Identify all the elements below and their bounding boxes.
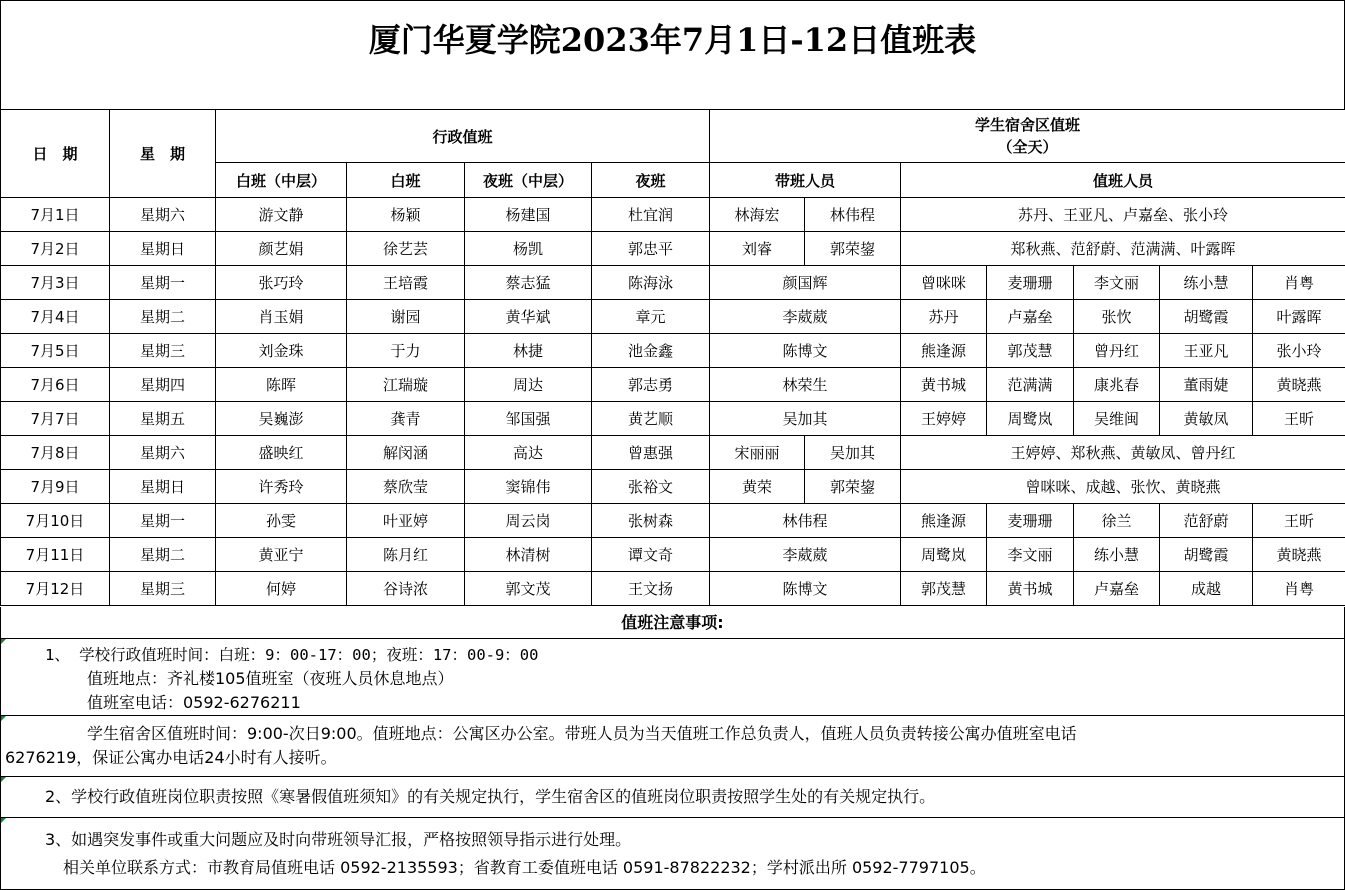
cell-night-shift: 池金鑫 xyxy=(592,334,710,368)
table-row xyxy=(1,368,1345,402)
cell-weekday: 星期三 xyxy=(110,334,216,368)
cell-staff: 黄晓燕 xyxy=(1253,368,1345,402)
cell-staff: 徐兰 xyxy=(1074,504,1160,538)
cell-night-shift: 张裕文 xyxy=(592,470,710,504)
cell-night-shift-mid: 林捷 xyxy=(465,334,592,368)
cell-weekday: 星期日 xyxy=(110,232,216,266)
cell-weekday: 星期四 xyxy=(110,368,216,402)
cell-night-shift: 张树森 xyxy=(592,504,710,538)
cell-day-shift: 杨颖 xyxy=(347,198,465,232)
cell-day-shift-mid: 游文静 xyxy=(216,198,347,232)
header-dorm-duty-line1: 学生宿舍区值班 xyxy=(975,116,1081,134)
cell-night-shift: 郭志勇 xyxy=(592,368,710,402)
cell-day-shift-mid: 黄亚宁 xyxy=(216,538,347,572)
header-admin-duty: 行政值班 xyxy=(216,110,710,163)
cell-day-shift: 王培霞 xyxy=(347,266,465,300)
cell-night-shift-mid: 窦锦伟 xyxy=(465,470,592,504)
cell-staff: 康兆春 xyxy=(1074,368,1160,402)
cell-leader: 郭荣鋆 xyxy=(805,470,901,504)
cell-day-shift-mid: 许秀玲 xyxy=(216,470,347,504)
cell-leader: 黄荣 xyxy=(710,470,805,504)
cell-date: 7月12日 xyxy=(1,572,110,606)
cell-weekday: 星期五 xyxy=(110,402,216,436)
cell-staff: 范满满 xyxy=(987,368,1074,402)
cell-date: 7月9日 xyxy=(1,470,110,504)
table-row xyxy=(1,572,1345,606)
cell-day-shift-mid: 颜艺娟 xyxy=(216,232,347,266)
cell-leader: 林伟程 xyxy=(805,198,901,232)
cell-day-shift: 陈月红 xyxy=(347,538,465,572)
note-1-line-2: 值班地点：齐礼楼105值班室（夜班人员休息地点） xyxy=(87,669,454,688)
note-1-line-1: 1、 学校行政值班时间：白班：9：00-17：00；夜班：17：00-9：00 xyxy=(45,646,539,664)
cell-staff: 麦珊珊 xyxy=(987,266,1074,300)
cell-staff: 曾咪咪 xyxy=(901,266,987,300)
cell-night-shift-mid: 杨建国 xyxy=(465,198,592,232)
cell-day-shift: 蔡欣莹 xyxy=(347,470,465,504)
cell-staff: 李文丽 xyxy=(987,538,1074,572)
note-4-line-1: 3、如遇突发事件或重大问题应及时向带班领导汇报，严格按照领导指示进行处理。 xyxy=(45,830,632,849)
header-day-shift: 白班 xyxy=(347,163,465,198)
cell-night-shift-mid: 黄华斌 xyxy=(465,300,592,334)
cell-weekday: 星期一 xyxy=(110,504,216,538)
cell-weekday: 星期日 xyxy=(110,470,216,504)
cell-date: 7月3日 xyxy=(1,266,110,300)
header-dorm-duty xyxy=(710,110,1345,163)
cell-leader: 陈博文 xyxy=(710,334,901,368)
cell-day-shift: 于力 xyxy=(347,334,465,368)
cell-date: 7月1日 xyxy=(1,198,110,232)
cell-leader: 李葳葳 xyxy=(710,538,901,572)
note-4-line-2: 相关单位联系方式：市教育局值班电话 0592-2135593；省教育工委值班电话 0591-87822232；学村派出所 0592-7797105。 xyxy=(63,858,986,877)
cell-leader: 吴加其 xyxy=(805,436,901,470)
cell-date: 7月10日 xyxy=(1,504,110,538)
note-2-line-1: 学生宿舍区值班时间：9:00-次日9:00。值班地点：公寓区办公室。带班人员为当天值班工作总负责人，值班人员负责转接公寓办值班室电话 xyxy=(87,724,1077,743)
header-dorm-duty-line2: （全天） xyxy=(997,138,1058,156)
cell-staff: 苏丹 xyxy=(901,300,987,334)
cell-leader: 刘睿 xyxy=(710,232,805,266)
header-night-shift: 夜班 xyxy=(592,163,710,198)
cell-night-shift-mid: 高达 xyxy=(465,436,592,470)
notes-title: 值班注意事项: xyxy=(1,607,1344,639)
cell-staff: 郑秋燕、范舒蔚、范满满、叶露晖 xyxy=(901,232,1345,266)
cell-leader: 陈博文 xyxy=(710,572,901,606)
cell-date: 7月5日 xyxy=(1,334,110,368)
cell-day-shift-mid: 张巧玲 xyxy=(216,266,347,300)
cell-staff: 张忺 xyxy=(1074,300,1160,334)
cell-staff: 范舒蔚 xyxy=(1160,504,1253,538)
cell-date: 7月11日 xyxy=(1,538,110,572)
note-4 xyxy=(1,818,1344,889)
table-row xyxy=(1,436,1345,470)
cell-date: 7月7日 xyxy=(1,402,110,436)
cell-staff: 李文丽 xyxy=(1074,266,1160,300)
cell-night-shift-mid: 杨凯 xyxy=(465,232,592,266)
cell-night-shift: 郭忠平 xyxy=(592,232,710,266)
note-1 xyxy=(1,639,1344,716)
cell-staff: 张小玲 xyxy=(1253,334,1345,368)
duty-roster-table xyxy=(0,109,1345,606)
cell-staff: 郭茂慧 xyxy=(987,334,1074,368)
cell-staff: 董雨婕 xyxy=(1160,368,1253,402)
cell-staff: 成越 xyxy=(1160,572,1253,606)
cell-night-shift: 谭文奇 xyxy=(592,538,710,572)
table-row xyxy=(1,300,1345,334)
header-date: 日 期 xyxy=(1,110,110,198)
table-row xyxy=(1,198,1345,232)
cell-weekday: 星期六 xyxy=(110,198,216,232)
header-weekday: 星 期 xyxy=(110,110,216,198)
cell-staff: 曾咪咪、成越、张忺、黄晓燕 xyxy=(901,470,1345,504)
cell-night-shift: 黄艺顺 xyxy=(592,402,710,436)
cell-leader: 颜国辉 xyxy=(710,266,901,300)
cell-weekday: 星期二 xyxy=(110,300,216,334)
cell-staff: 练小慧 xyxy=(1160,266,1253,300)
cell-staff: 黄敏凤 xyxy=(1160,402,1253,436)
cell-staff: 熊逢源 xyxy=(901,334,987,368)
table-row xyxy=(1,334,1345,368)
cell-leader: 吴加其 xyxy=(710,402,901,436)
notes-section xyxy=(0,607,1345,890)
note-2 xyxy=(1,716,1344,777)
cell-staff: 黄书城 xyxy=(987,572,1074,606)
cell-staff: 熊逢源 xyxy=(901,504,987,538)
cell-date: 7月6日 xyxy=(1,368,110,402)
cell-staff: 王婷婷、郑秋燕、黄敏凤、曾丹红 xyxy=(901,436,1345,470)
cell-staff: 叶露晖 xyxy=(1253,300,1345,334)
cell-night-shift: 章元 xyxy=(592,300,710,334)
cell-staff: 黄书城 xyxy=(901,368,987,402)
cell-night-shift-mid: 蔡志猛 xyxy=(465,266,592,300)
cell-staff: 王昕 xyxy=(1253,504,1345,538)
header-staff: 值班人员 xyxy=(901,163,1345,198)
cell-leader: 郭荣鋆 xyxy=(805,232,901,266)
cell-staff: 王昕 xyxy=(1253,402,1345,436)
cell-day-shift-mid: 何婷 xyxy=(216,572,347,606)
cell-date: 7月2日 xyxy=(1,232,110,266)
cell-staff: 吴维闽 xyxy=(1074,402,1160,436)
cell-weekday: 星期六 xyxy=(110,436,216,470)
cell-night-shift: 杜宜润 xyxy=(592,198,710,232)
header-night-shift-mid: 夜班（中层） xyxy=(465,163,592,198)
cell-staff: 周鹭岚 xyxy=(987,402,1074,436)
cell-staff: 练小慧 xyxy=(1074,538,1160,572)
cell-weekday: 星期一 xyxy=(110,266,216,300)
cell-staff: 肖粤 xyxy=(1253,266,1345,300)
cell-night-shift-mid: 周达 xyxy=(465,368,592,402)
cell-night-shift: 曾惠强 xyxy=(592,436,710,470)
cell-staff: 王亚凡 xyxy=(1160,334,1253,368)
note-3 xyxy=(1,777,1344,818)
cell-day-shift: 谢园 xyxy=(347,300,465,334)
cell-leader: 林海宏 xyxy=(710,198,805,232)
cell-staff: 肖粤 xyxy=(1253,572,1345,606)
cell-day-shift: 解闵涵 xyxy=(347,436,465,470)
header-day-shift-mid: 白班（中层） xyxy=(216,163,347,198)
table-row xyxy=(1,402,1345,436)
cell-staff: 卢嘉垒 xyxy=(987,300,1074,334)
cell-staff: 郭茂慧 xyxy=(901,572,987,606)
cell-night-shift-mid: 周云岗 xyxy=(465,504,592,538)
cell-day-shift: 江瑞璇 xyxy=(347,368,465,402)
cell-staff: 苏丹、王亚凡、卢嘉垒、张小玲 xyxy=(901,198,1345,232)
note-1-line-3: 值班室电话：0592-6276211 xyxy=(87,693,301,712)
cell-staff: 麦珊珊 xyxy=(987,504,1074,538)
cell-day-shift: 叶亚婷 xyxy=(347,504,465,538)
cell-day-shift: 徐艺芸 xyxy=(347,232,465,266)
cell-date: 7月4日 xyxy=(1,300,110,334)
cell-staff: 黄晓燕 xyxy=(1253,538,1345,572)
cell-day-shift-mid: 刘金珠 xyxy=(216,334,347,368)
cell-staff: 周鹭岚 xyxy=(901,538,987,572)
cell-weekday: 星期二 xyxy=(110,538,216,572)
cell-leader: 宋丽丽 xyxy=(710,436,805,470)
note-2-line-2: 6276219，保证公寓办电话24小时有人接听。 xyxy=(5,748,337,767)
cell-leader: 林伟程 xyxy=(710,504,901,538)
table-row xyxy=(1,232,1345,266)
cell-day-shift-mid: 盛映红 xyxy=(216,436,347,470)
header-leader: 带班人员 xyxy=(710,163,901,198)
title-cell xyxy=(0,0,1345,110)
cell-staff: 卢嘉垒 xyxy=(1074,572,1160,606)
table-row xyxy=(1,538,1345,572)
cell-leader: 林荣生 xyxy=(710,368,901,402)
cell-staff: 胡鹭霞 xyxy=(1160,300,1253,334)
cell-night-shift-mid: 郭文茂 xyxy=(465,572,592,606)
page-title: 厦门华夏学院2023年7月1日-12日值班表 xyxy=(368,21,977,59)
cell-day-shift: 谷诗浓 xyxy=(347,572,465,606)
cell-weekday: 星期三 xyxy=(110,572,216,606)
table-row xyxy=(1,504,1345,538)
cell-day-shift-mid: 孙雯 xyxy=(216,504,347,538)
cell-day-shift-mid: 肖玉娟 xyxy=(216,300,347,334)
cell-staff: 曾丹红 xyxy=(1074,334,1160,368)
cell-day-shift: 龚青 xyxy=(347,402,465,436)
cell-night-shift-mid: 林清树 xyxy=(465,538,592,572)
cell-night-shift-mid: 邹国强 xyxy=(465,402,592,436)
cell-date: 7月8日 xyxy=(1,436,110,470)
table-row xyxy=(1,266,1345,300)
cell-leader: 李葳葳 xyxy=(710,300,901,334)
cell-night-shift: 王文扬 xyxy=(592,572,710,606)
note-3-line-1: 2、学校行政值班岗位职责按照《寒暑假值班须知》的有关规定执行，学生宿舍区的值班岗位职责按照学生处的有关规定执行。 xyxy=(45,787,936,806)
cell-day-shift-mid: 陈晖 xyxy=(216,368,347,402)
cell-day-shift-mid: 吴巍澎 xyxy=(216,402,347,436)
cell-night-shift: 陈海泳 xyxy=(592,266,710,300)
header-row-1 xyxy=(1,110,1345,163)
table-row xyxy=(1,470,1345,504)
cell-staff: 胡鹭霞 xyxy=(1160,538,1253,572)
cell-staff: 王婷婷 xyxy=(901,402,987,436)
